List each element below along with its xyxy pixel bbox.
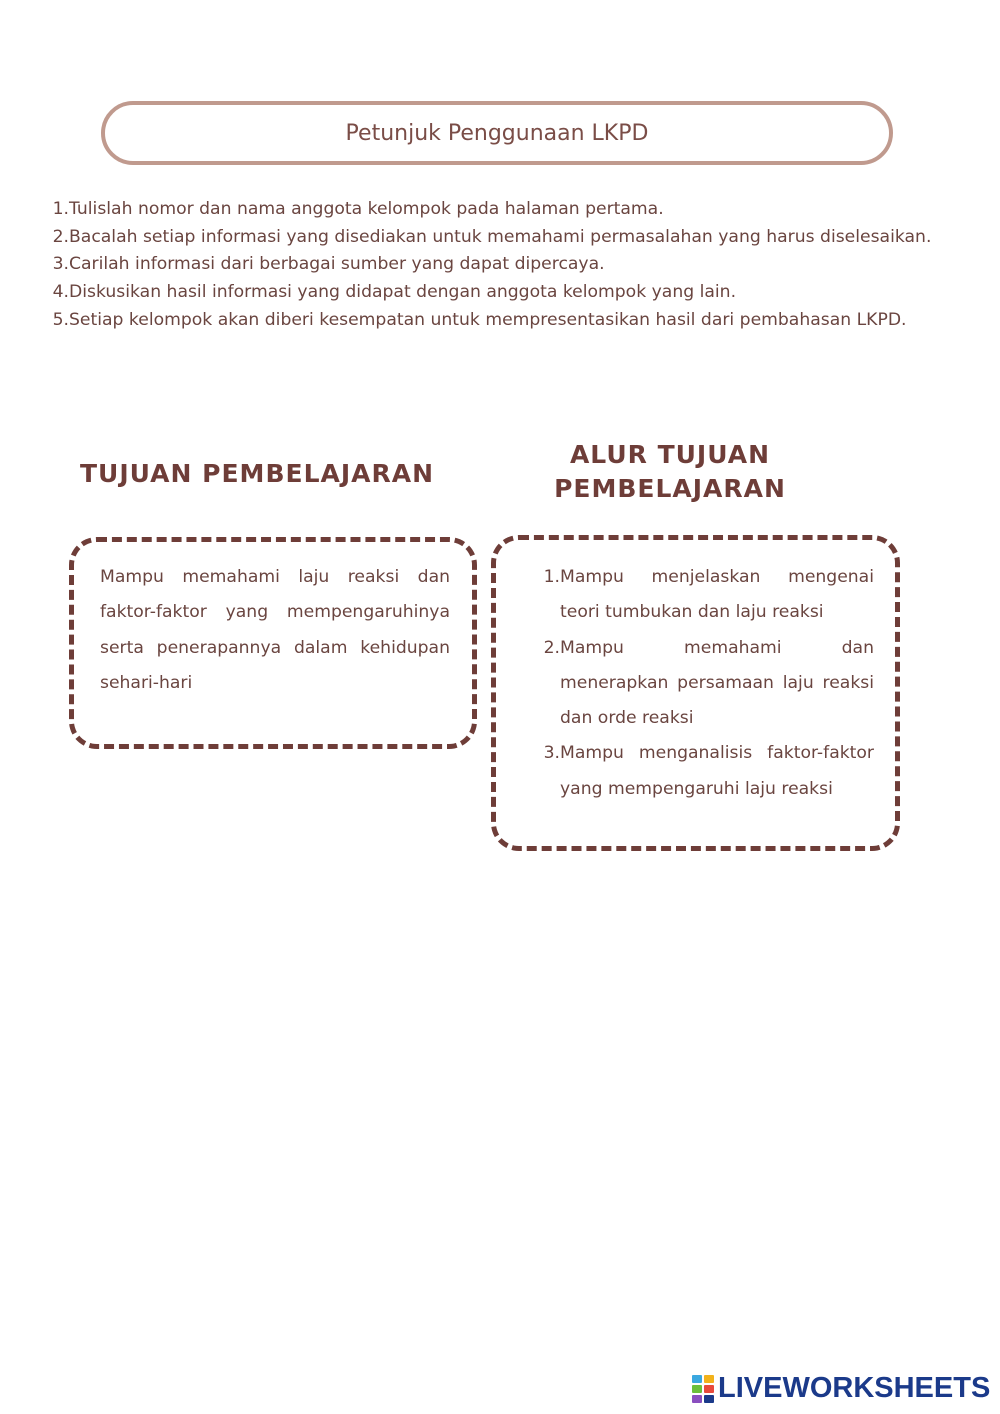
list-item — [46, 196, 955, 224]
list-number: 1. — [52, 199, 69, 219]
list-item — [46, 251, 955, 279]
list-text: Mampu menjelaskan mengenai teori tumbukan dan laju reaksi — [560, 567, 874, 623]
tujuan-text: Mampu memahami laju reaksi dan faktor-faktor yang mempengaruhinya serta penerapannya dalam kehidupan sehari-hari — [100, 567, 450, 693]
alur-heading — [540, 438, 800, 506]
page-title: Petunjuk Penggunaan LKPD — [345, 120, 649, 146]
tujuan-heading: TUJUAN PEMBELAJARAN — [80, 459, 435, 488]
list-text: Carilah informasi dari berbagai sumber yang dapat dipercaya. — [69, 254, 605, 275]
list-text: Mampu menganalisis faktor-faktor yang mempengaruhi laju reaksi — [560, 743, 874, 799]
list-item — [528, 736, 874, 807]
list-text: Tulislah nomor dan nama anggota kelompok pada halaman pertama. — [69, 199, 664, 219]
liveworksheets-logo-icon — [692, 1375, 714, 1403]
list-text: Bacalah setiap informasi yang disediakan untuk memahami permasalahan yang harus diselesaikan. — [69, 226, 932, 247]
list-number: 3. — [52, 254, 69, 275]
list-item — [46, 224, 955, 252]
tujuan-box — [69, 537, 477, 749]
list-number: 5. — [52, 309, 69, 330]
list-number: 4. — [52, 282, 69, 303]
alur-box — [491, 535, 900, 851]
title-box — [101, 101, 893, 165]
list-item — [528, 631, 874, 737]
alur-list — [528, 560, 874, 807]
list-text: Setiap kelompok akan diberi kesempatan untuk mempresentasikan hasil dari pembahasan LKPD. — [69, 309, 907, 330]
instructions-list — [46, 196, 955, 335]
alur-heading-line2: PEMBELAJARAN — [554, 474, 786, 503]
list-item — [46, 307, 955, 335]
list-number: 2. — [543, 637, 560, 658]
list-number: 2. — [52, 226, 69, 247]
list-item — [528, 560, 874, 631]
list-number: 1. — [543, 567, 560, 587]
list-text: Mampu memahami dan menerapkan persamaan laju reaksi dan orde reaksi — [560, 637, 874, 729]
watermark — [692, 1372, 990, 1405]
alur-heading-line1: ALUR TUJUAN — [569, 440, 771, 469]
list-item — [46, 279, 955, 307]
watermark-text: LIVEWORKSHEETS — [718, 1372, 991, 1404]
list-number: 3. — [543, 743, 560, 764]
list-text: Diskusikan hasil informasi yang didapat dengan anggota kelompok yang lain. — [69, 282, 737, 303]
